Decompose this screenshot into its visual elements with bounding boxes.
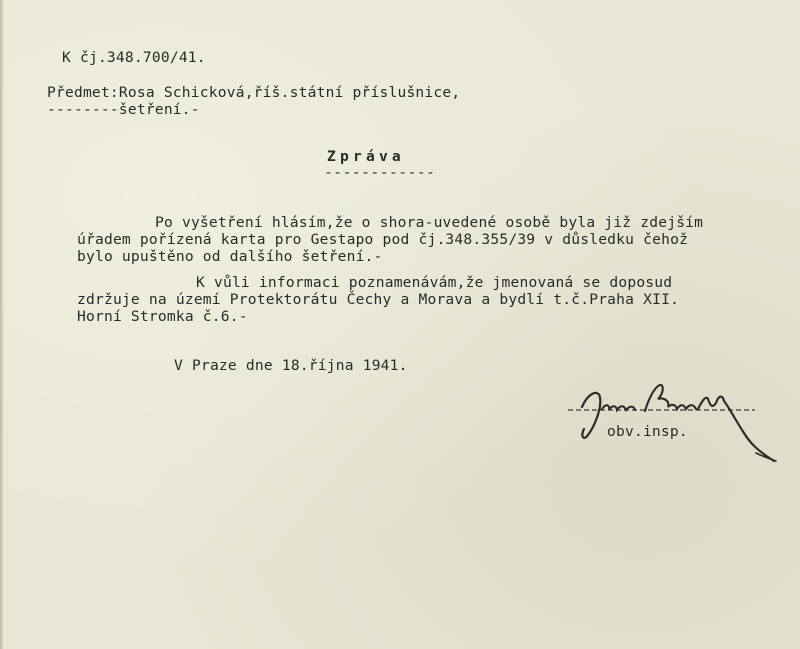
paragraph-2-line-1: K vůli informaci poznamenávám,že jmenovaná se doposud	[196, 274, 673, 291]
place-and-date: V Praze dne 18.října 1941.	[174, 357, 408, 374]
paragraph-1-line-2: úřadem pořízená karta pro Gestapo pod čj.348.355/39 v důsledku čehož	[77, 231, 689, 248]
paragraph-2-line-3: Horní Stromka č.6.-	[77, 308, 248, 325]
paragraph-1-line-3: bylo upuštěno od dalšího šetření.-	[77, 248, 383, 265]
subject-line-continuation: --------šetření.-	[47, 101, 200, 118]
paragraph-1-line-1: Po vyšetření hlásím,že o shora-uvedené osobě byla již zdejším	[155, 214, 704, 231]
signature-title: obv.insp.	[607, 423, 688, 440]
document-title: Zpráva	[327, 148, 405, 165]
title-underline: ------------	[324, 164, 436, 181]
page-edge-shadow	[0, 0, 4, 649]
paragraph-2-line-2: zdržuje na území Protektorátu Čechy a Morava a bydlí t.č.Praha XII.	[77, 291, 680, 308]
subject-line: Předmet:Rosa Schicková,říš.státní příslušnice,	[47, 84, 461, 101]
reference-number: K čj.348.700/41.	[62, 49, 206, 66]
